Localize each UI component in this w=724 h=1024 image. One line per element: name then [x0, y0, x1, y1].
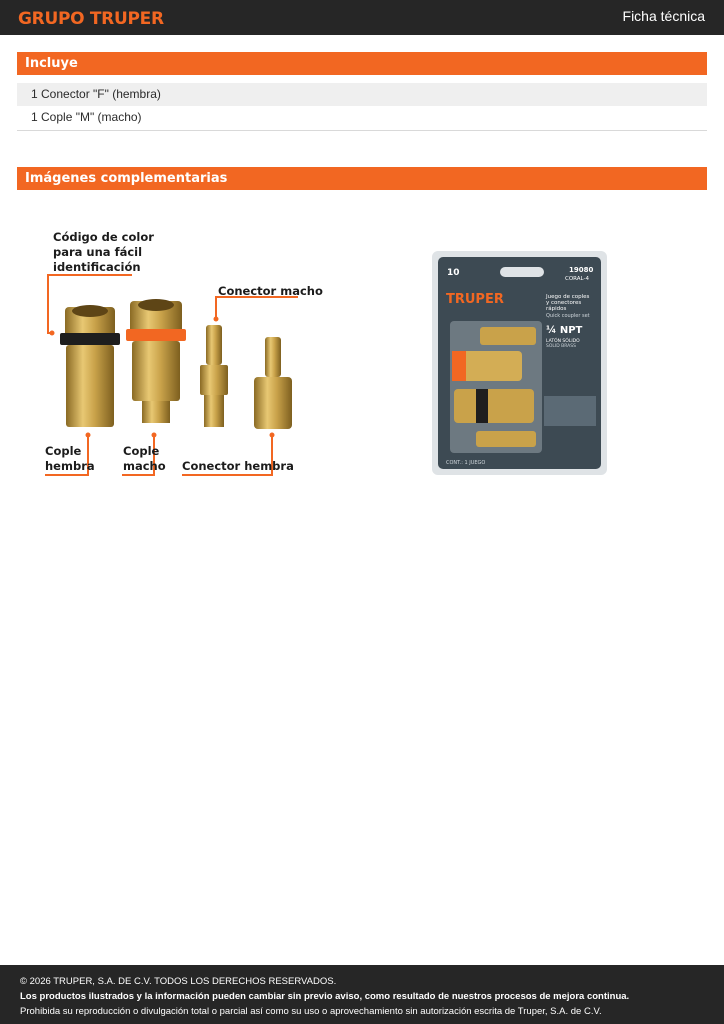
- includes-section-header: Incluye: [17, 52, 707, 75]
- package-description-en: Quick coupler set: [546, 313, 590, 319]
- package-material: LATÓN SÓLIDO: [546, 339, 580, 344]
- conector-macho-part: [200, 325, 228, 427]
- footer-copyright: © 2026 TRUPER, S.A. DE C.V. TODOS LOS DERECHOS RESERVADOS.: [20, 976, 337, 987]
- footer: [0, 965, 724, 1024]
- footer-prohibition: Prohibida su reproducción o divulgación total o parcial así como su uso o aprovechamiento sin autorización escrita de Truper, S.A. de C.V.: [20, 1006, 602, 1017]
- package-code: 19080: [569, 266, 594, 274]
- callout-color-code: Código de color para una fácil identificación: [53, 230, 154, 274]
- table-divider: [17, 130, 707, 131]
- package-description: Juego de coples y conectores rápidos: [546, 294, 590, 312]
- package-model: CORAL-4: [565, 276, 589, 282]
- top-bar: [0, 0, 724, 35]
- package-warranty: 10: [447, 268, 460, 278]
- includes-item: 1 Cople "M" (macho): [31, 110, 142, 124]
- package-brand: TRUPER: [446, 292, 504, 307]
- package-material-en: SOLID BRASS: [546, 344, 576, 349]
- conector-hembra-part: [254, 337, 292, 429]
- callout-cople-macho: Cople macho: [123, 444, 166, 473]
- footer-notice: Los productos ilustrados y la información pueden cambiar sin previo aviso, como resultado de nuestros procesos de mejora continua.: [20, 991, 630, 1002]
- callout-cople-hembra: Cople hembra: [45, 444, 95, 473]
- callout-conector-macho: Conector macho: [218, 284, 323, 298]
- coupler-diagram: [40, 225, 323, 480]
- callout-conector-hembra: Conector hembra: [182, 459, 294, 473]
- product-package-image: [432, 251, 607, 475]
- document-type-label: Ficha técnica: [622, 8, 705, 24]
- package-size: ¼ NPT: [546, 325, 583, 336]
- includes-item: 1 Conector "F" (hembra): [17, 83, 707, 106]
- images-section-header: Imágenes complementarias: [17, 167, 707, 190]
- cople-hembra-part: [60, 305, 120, 427]
- brand-logo: GRUPO TRUPER: [18, 9, 164, 29]
- cople-macho-part: [126, 299, 186, 423]
- package-contents: CONT.: 1 JUEGO: [446, 460, 486, 466]
